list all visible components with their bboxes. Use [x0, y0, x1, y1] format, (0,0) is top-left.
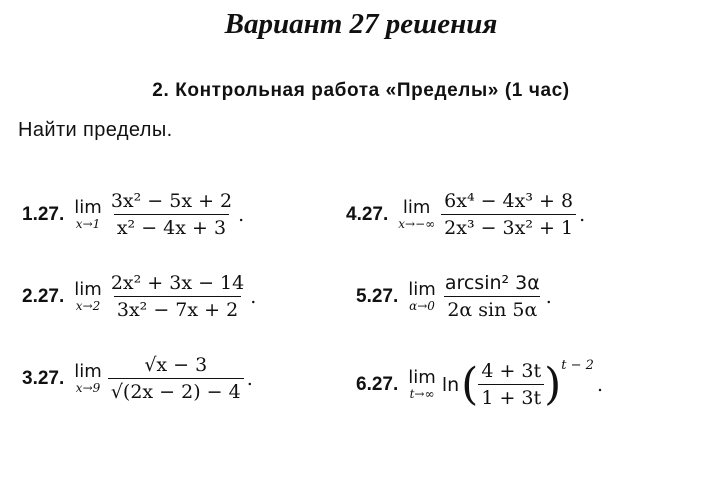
problem-number: 1.27. [22, 203, 65, 225]
problem-4-27 [346, 190, 585, 239]
limit-operator [74, 362, 102, 395]
period: . [238, 203, 245, 226]
limit-subscript: t→∞ [409, 387, 435, 401]
exponent: t − 2 [561, 358, 594, 373]
lim-word: lim [74, 361, 102, 382]
period: . [246, 367, 253, 390]
fraction [441, 190, 576, 239]
section-heading: 2. Контрольная работа «Пределы» (1 час) [152, 80, 570, 101]
denominator: √(2x − 2) − 4 [108, 378, 244, 403]
denominator: 3x² − 7x + 2 [114, 296, 241, 321]
lim-word: lim [402, 197, 431, 218]
problem-2-27 [22, 272, 256, 321]
lim-word: lim [408, 279, 436, 300]
problem-3-27 [22, 354, 253, 403]
period: . [596, 373, 603, 396]
numerator: 6x⁴ − 4x³ + 8 [444, 190, 574, 212]
ln-function: ln [441, 373, 460, 396]
fraction [442, 272, 543, 321]
problem-number: 4.27. [346, 203, 389, 225]
denominator: x² − 4x + 3 [114, 214, 229, 239]
denominator: 2x³ − 3x² + 1 [441, 214, 576, 239]
problem-1-27 [22, 190, 244, 239]
denominator: 2α sin 5α [444, 296, 540, 321]
fraction [108, 272, 247, 321]
limit-subscript: x→9 [75, 381, 101, 395]
period: . [545, 285, 552, 308]
problem-number: 5.27. [356, 285, 399, 307]
lim-word: lim [408, 367, 436, 388]
page-title: Вариант 27 решения [224, 8, 498, 40]
limit-operator [74, 198, 102, 231]
limit-operator [408, 368, 436, 401]
denominator: 1 + 3t [478, 384, 544, 409]
limit-operator [408, 280, 436, 313]
problem-number: 2.27. [22, 285, 65, 307]
instruction-text: Найти пределы. [18, 119, 173, 141]
numerator: √x − 3 [144, 354, 208, 376]
numerator: 3x² − 5x + 2 [110, 190, 233, 212]
limit-subscript: x→2 [75, 299, 101, 313]
limit-subscript: α→0 [409, 299, 435, 313]
problem-number: 3.27. [22, 367, 65, 389]
fraction [108, 190, 235, 239]
limit-subscript: x→1 [75, 217, 101, 231]
problem-6-27 [356, 360, 603, 409]
numerator: 2x² + 3x − 14 [110, 272, 245, 294]
lim-word: lim [74, 197, 102, 218]
left-paren: ( [461, 358, 479, 410]
problem-5-27 [356, 272, 552, 321]
numerator: arcsin² 3α [444, 272, 540, 294]
problem-number: 6.27. [356, 373, 399, 395]
numerator: 4 + 3t [481, 360, 542, 382]
limit-operator [74, 280, 102, 313]
fraction [108, 354, 244, 403]
right-paren: ) [544, 358, 562, 410]
fraction [478, 360, 544, 409]
limit-operator [398, 198, 435, 231]
period: . [579, 203, 586, 226]
lim-word: lim [74, 279, 102, 300]
limit-subscript: x→−∞ [398, 217, 436, 231]
period: . [250, 285, 257, 308]
